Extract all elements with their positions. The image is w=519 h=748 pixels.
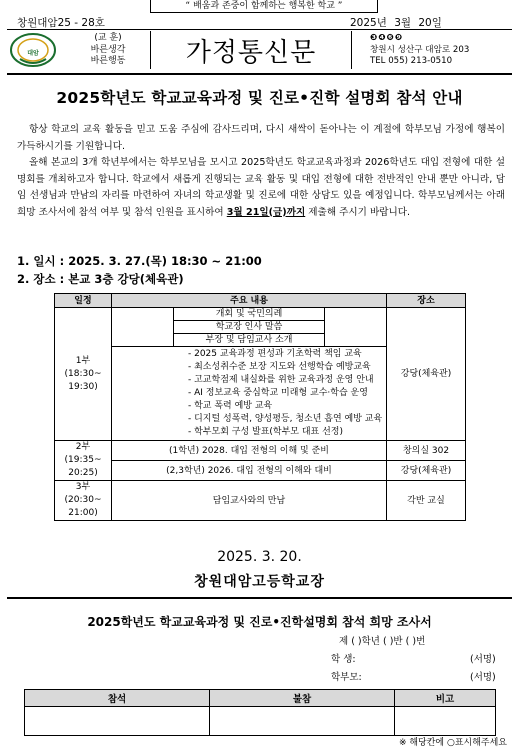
briefing-list (112, 346, 386, 440)
part2-content-grade23: (2,3학년) 2026. 대입 전형의 이해와 대비 (112, 461, 387, 481)
schedule-row-part2b (55, 461, 466, 481)
briefing-item: - 2025 교육과정 편성과 기초학력 책임 교육 (188, 349, 362, 359)
header-attend: 참석 (25, 690, 210, 707)
attendance-answer-row (25, 707, 496, 736)
absent-cell[interactable] (210, 707, 395, 736)
parent-name-label: 학부모: (331, 672, 362, 683)
header-top-rule (7, 29, 512, 30)
school-contact (370, 33, 469, 68)
briefing-item: - 디지털 성폭력, 양성평등, 청소년 흡연 예방 교육 (188, 414, 383, 424)
schedule-row-part2a (55, 441, 466, 461)
school-address: 창원시 성산구 대암로 203 (370, 44, 470, 55)
remarks-cell[interactable] (395, 707, 496, 736)
body-paragraph-1: 항상 학교의 교육 활동을 믿고 도움 주심에 감사드리며, 다시 새싹이 돋아나는 이 계절에 학부모님 가정에 행복이 가득하시기를 기원합니다. (17, 124, 505, 152)
creed-title: (교 훈) (94, 33, 122, 43)
briefing-item: - AI 정보교육 중심학교 미래형 교수·학습 운영 (188, 388, 368, 398)
part3-place: 각반 교실 (387, 481, 466, 521)
header-schedule: 일정 (55, 294, 112, 308)
survey-title: 2025학년도 학교교육과정 및 진로•진학설명회 참석 희망 조사서 (87, 615, 432, 629)
signature-principal: 창원대암고등학교장 (194, 574, 325, 590)
part3-time: 3부 (20:30~ 21:00) (55, 481, 112, 521)
part1-content (112, 308, 387, 441)
part2-content-grade1: (1학년) 2028. 대입 전형의 이해 및 준비 (112, 441, 387, 461)
attendance-table (24, 689, 496, 736)
logo-text: 대암 (27, 50, 39, 57)
briefing-item: - 고교학점제 내실화를 위한 교육과정 운영 안내 (188, 375, 374, 385)
student-sign-mark[interactable]: (서명) (470, 654, 496, 665)
ceremony-item: 개회 및 국민의례 (174, 308, 324, 321)
event-date: 1. 일시 : 2025. 3. 27.(목) 18:30 ~ 21:00 (17, 254, 262, 268)
schedule-row-part3 (55, 481, 466, 521)
event-place: 2. 장소 : 본교 3층 강당(체육관) (17, 272, 184, 286)
header-place: 장소 (387, 294, 466, 308)
ceremony-item: 부장 및 담임교사 소개 (205, 335, 293, 345)
attend-cell[interactable] (25, 707, 210, 736)
header-absent: 불참 (210, 690, 395, 707)
creed-line-2: 바른행동 (90, 56, 126, 66)
schedule-header-row (55, 294, 466, 308)
deadline: 3월 21일(금)까지 (226, 206, 306, 218)
school-motto: “ 배움과 존중이 함께하는 행복한 학교 ” (150, 0, 378, 13)
body-text: 올해 본교의 3개 학년부에서는 학부모님을 모시고 2025학년도 학교교육과정과 2026학년도 대입 전형에 대한 설명회를 개최하고자 합니다. 학교에서 새롭게 진행되는 교육 활동 및 대입 전형에 대한 전반적인 안내 뿐만 아니라, 담임 선생님과 만남의 자리를 마련하여 자녀의 학교생활 및 진로에 대한 상담도 있을 예정입니다. 학부모님께서는 아래 희망 조사서에 참석 여부 및 참석 인원을 표시하여 (17, 157, 505, 218)
part2-time: 2부 (19:35~ 20:25) (55, 441, 112, 481)
attendance-header-row (25, 690, 496, 707)
schedule-table (54, 293, 466, 521)
document-number: 창원대암25 - 28호 (17, 17, 105, 29)
header-remarks: 비고 (395, 690, 496, 707)
notice-title: 2025학년도 학교교육과정 및 진로•진학 설명회 참석 안내 (56, 89, 463, 107)
survey-footnote: ※ 해당칸에 ○표시해주세요 (398, 738, 507, 748)
issue-date: 2025년 3월 20일 (350, 17, 442, 29)
part2-place-grade23: 강당(체육관) (387, 461, 466, 481)
parent-sign-mark[interactable]: (서명) (470, 672, 496, 683)
school-creed (88, 33, 128, 68)
part1-place: 강당(체육관) (387, 308, 466, 441)
creed-line-1: 바른생각 (90, 44, 126, 55)
student-name-label: 학 생: (331, 654, 356, 665)
header-bottom-rule (7, 73, 512, 75)
body-text-end: 제출해 주시기 바랍니다. (305, 206, 411, 218)
cut-line (7, 597, 512, 599)
part1-time: 1부 (18:30~ 19:30) (55, 308, 112, 441)
header-content: 주요 내용 (112, 294, 387, 308)
body-paragraph-2 (17, 155, 505, 221)
newsletter-title: 가정통신문 (150, 31, 352, 69)
school-phone: TEL 055) 213-0510 (370, 56, 453, 66)
grade-class-number-field[interactable]: 제 ( )학년 ( )반 ( )번 (339, 636, 426, 647)
notice-body (17, 122, 505, 221)
briefing-item: - 학교 폭력 예방 교육 (188, 401, 273, 411)
briefing-item: - 학부모회 구성 발표(학부모 대표 선정) (188, 427, 343, 437)
postal-code: ❸❹❻❾ (370, 33, 404, 43)
part2-place-grade1: 창의실 302 (387, 441, 466, 461)
signature-date: 2025. 3. 20. (217, 549, 302, 565)
briefing-item: - 최소성취수준 보장 지도와 선행학습 예방교육 (188, 362, 371, 372)
ceremony-item: 학교장 인사 말씀 (174, 321, 324, 334)
ceremony-list (173, 308, 325, 346)
part3-content: 담임교사와의 만남 (112, 481, 387, 521)
schedule-row-part1 (55, 308, 466, 441)
